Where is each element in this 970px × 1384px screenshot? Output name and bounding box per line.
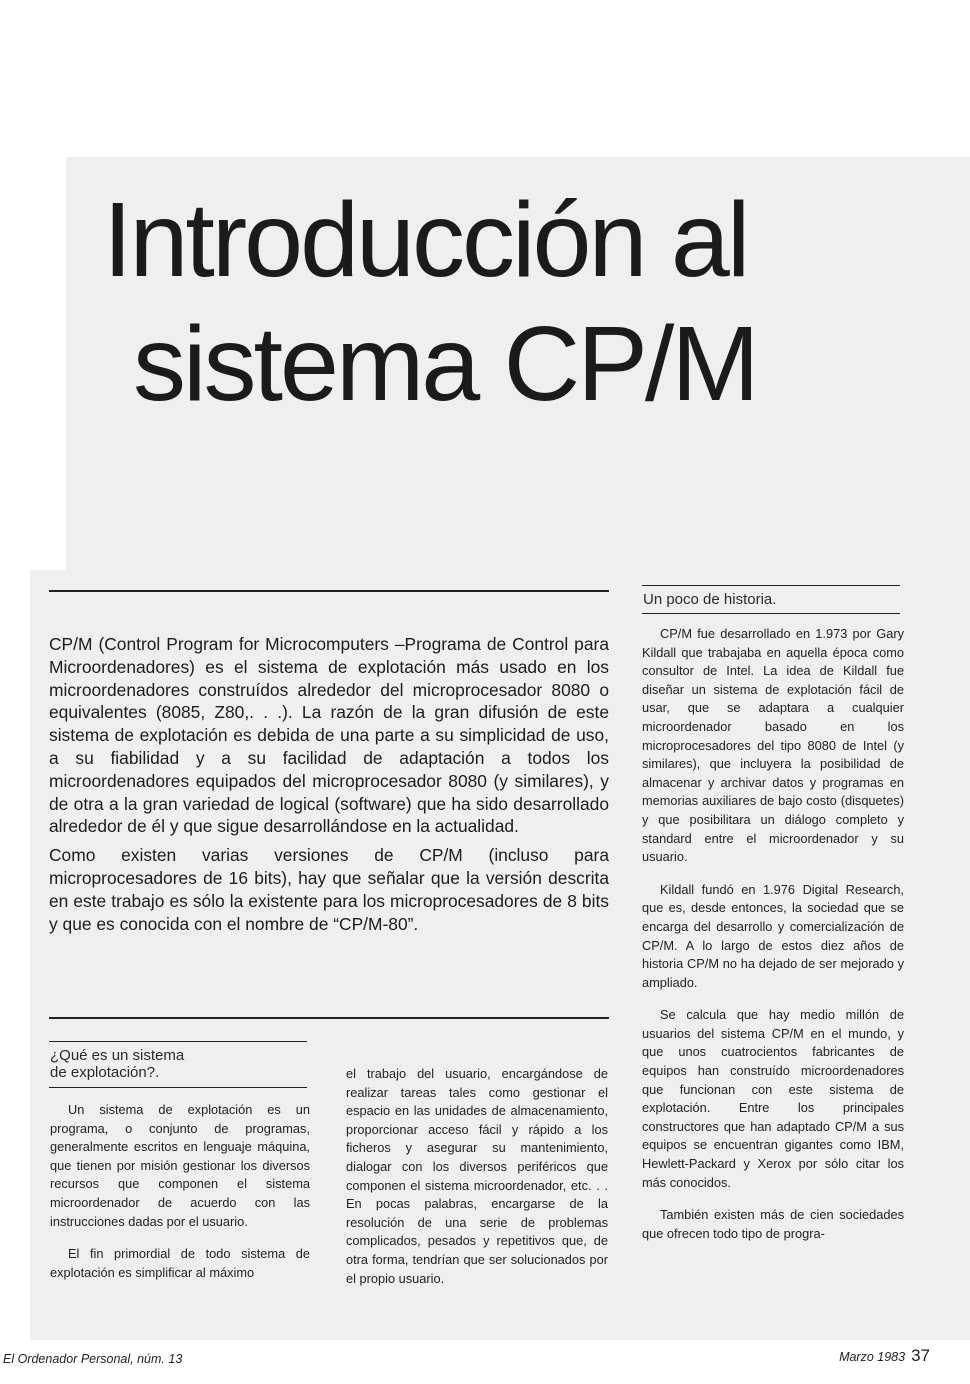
footer-date-page bbox=[839, 1346, 930, 1366]
intro-bottom-rule bbox=[49, 1017, 609, 1019]
section-que-paragraph-2: El fin primordial de todo sistema de explotación es simplificar al máximo bbox=[50, 1246, 310, 1280]
section-que-heading-line-2: de explotación?. bbox=[50, 1064, 160, 1081]
section-historia-bottom-rule bbox=[642, 613, 900, 614]
section-historia-top-rule bbox=[642, 585, 900, 586]
column-3 bbox=[642, 625, 904, 1257]
section-que-bottom-rule bbox=[49, 1087, 307, 1088]
column-1 bbox=[50, 1101, 310, 1296]
section-que-paragraph-1: Un sistema de explotación es un programa, o conjunto de programas, generalmente escritos en lenguaje máquina, que tienen por misión gestionar los diversos recursos que componen el sistema microordenador de acuerdo con las instrucciones dadas por el usuario. bbox=[50, 1102, 310, 1229]
intro-text bbox=[49, 633, 609, 941]
section-historia-paragraph-2: Kildall fundó en 1.976 Digital Research, que es, desde entonces, la sociedad que se encarga del desarrollo y comercialización de CP/M. A lo largo de estos diez años de historia CP/M no ha dejado de ser mejorado y ampliado. bbox=[642, 881, 904, 990]
article-title-line-2: sistema CP/M bbox=[133, 305, 757, 423]
footer-date: Marzo 1983 bbox=[839, 1350, 906, 1364]
page-number: 37 bbox=[911, 1346, 930, 1365]
section-que-paragraph-3: el trabajo del usuario, encargándose de realizar tareas tales como gestionar el espacio en las unidades de almacenamiento, proporcionar acceso fácil y rápido a los ficheros y asegurar su mantenimiento, dialogar con los diversos periféricos que componen el sistema microordenador, etc. . . En pocas palabras, encargarse de la resolución de una serie de problemas complicados, pesados y repetitivos que, de otra forma, tendrían que ser solucionados por el propio usuario. bbox=[346, 1066, 608, 1286]
column-2 bbox=[346, 1065, 608, 1302]
article-title-line-1: Introducción al bbox=[103, 181, 748, 299]
section-historia-heading: Un poco de historia. bbox=[643, 591, 777, 608]
article-title bbox=[103, 178, 923, 426]
section-que-heading-line-1: ¿Qué es un sistema bbox=[50, 1047, 185, 1064]
intro-top-rule bbox=[49, 590, 609, 592]
section-que-heading bbox=[50, 1047, 184, 1081]
footer-publication: El Ordenador Personal, núm. 13 bbox=[3, 1352, 183, 1366]
section-historia-paragraph-4: También existen más de cien sociedades que ofrecen todo tipo de progra- bbox=[642, 1207, 904, 1241]
intro-paragraph-2: Como existen varias versiones de CP/M (incluso para microprocesadores de 16 bits), hay que señalar que la versión descrita en este trabajo es sólo la existente para los microprocesadores de 8 bits y que es conocida con el nombre de “CP/M-80”. bbox=[49, 845, 609, 934]
section-historia-paragraph-1: CP/M fue desarrollado en 1.973 por Gary Kildall que trabajaba en aquella época como consultor de Intel. La idea de Kildall fue diseñar un sistema de explotación fácil de usar, que se adaptara a cualquier microordenador basado en los microprocesadores del tipo 8080 de Intel (y similares), que incluyera la posibilidad de almacenar y archivar datos y programas en memorias auxiliares de bajo costo (disquetes) y que posibilitara un diálogo completo y standard entre el microordenador y su usuario. bbox=[642, 626, 904, 865]
section-historia-paragraph-3: Se calcula que hay medio millón de usuarios del sistema CP/M en el mundo, y que unos cuatrocientos fabricantes de equipos han construído microordenadores que funcionan con este sistema de explotación. Entre los principales constructores que han adaptado CP/M a sus equipos se encuentran gigantes como IBM, Hewlett-Packard y Xerox por sólo citar los más conocidos. bbox=[642, 1007, 904, 1190]
section-que-top-rule bbox=[49, 1041, 307, 1042]
intro-paragraph-1: CP/M (Control Program for Microcomputers –Programa de Control para Microordenadores) es el sistema de explotación más usado en los microordenadores construídos alrededor del microprocesador 8080 o equivalentes (8085, Z80,. . .). La razón de la gran difusión de este sistema de explotación es debida de una parte a su simplicidad de uso, a su fiabilidad y a su facilidad de adaptación a todos los microordenadores equipados del microprocesador 8080 (y similares), y de otra a la gran variedad de logical (software) que ha sido desarrollado alrededor de él y que sigue desarrollándose en la actualidad. bbox=[49, 634, 609, 837]
